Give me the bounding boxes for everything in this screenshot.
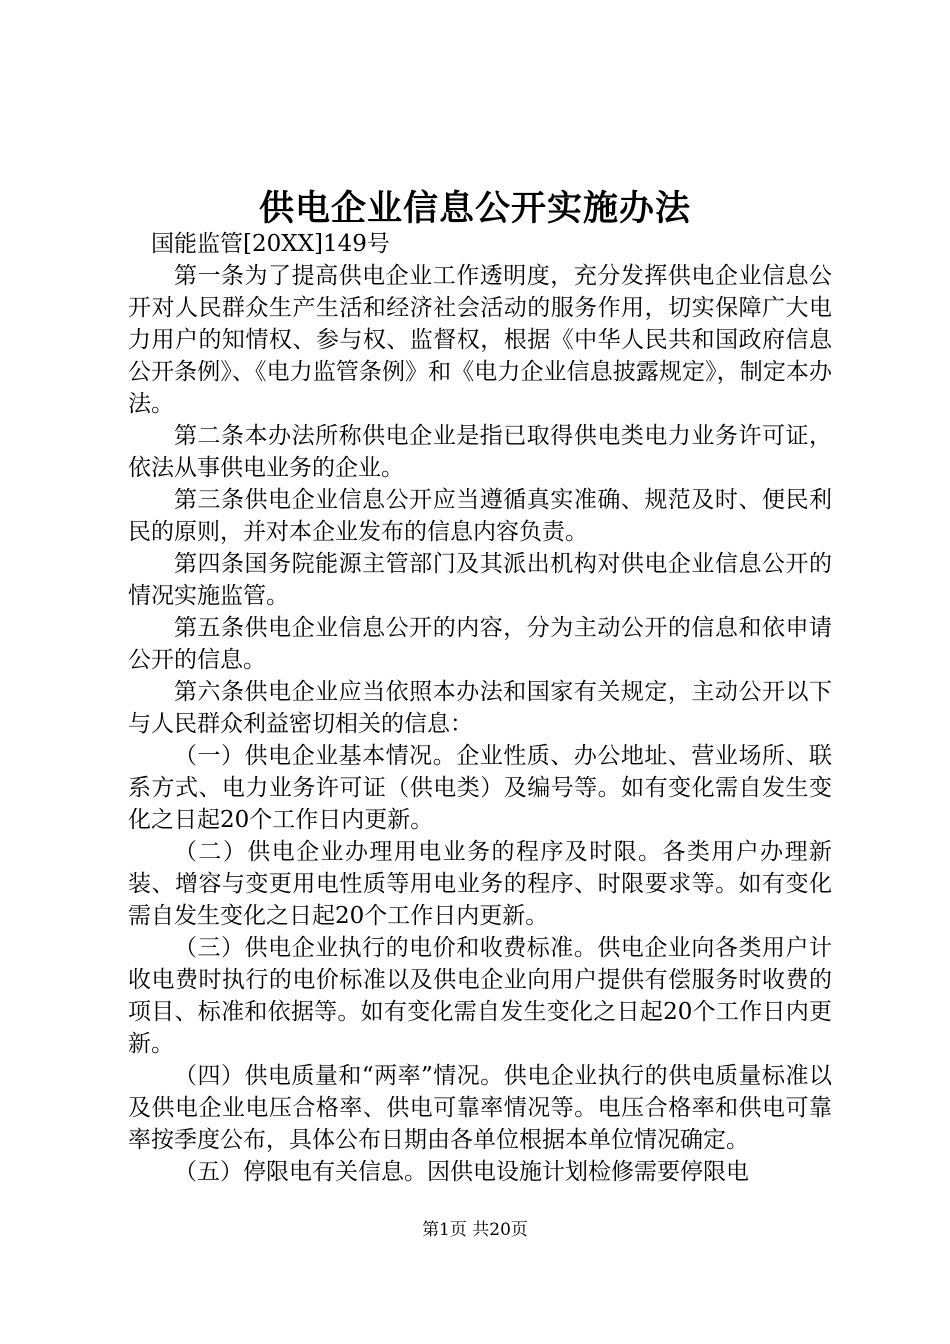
page-footer <box>0 1218 950 1242</box>
article-3-paragraph: 第三条供电企业信息公开应当遵循真实准确、规范及时、便民利民的原则，并对本企业发布的信息内容负责。 <box>128 487 832 545</box>
article-4-paragraph: 第四条国务院能源主管部门及其派出机构对供电企业信息公开的情况实施监管。 <box>128 551 832 609</box>
document-body <box>128 228 832 1188</box>
article-5-paragraph: 第五条供电企业信息公开的内容，分为主动公开的信息和依申请公开的信息。 <box>128 615 832 673</box>
article-1-paragraph: 第一条为了提高供电企业工作透明度，充分发挥供电企业信息公开对人民群众生产生活和经济社会活动的服务作用，切实保障广大电力用户的知情权、参与权、监督权，根据《中华人民共和国政府信息公开条例》、《电力监管条例》和《电力企业信息披露规定》，制定本办法。 <box>128 263 832 417</box>
article-2-paragraph: 第二条本办法所称供电企业是指已取得供电类电力业务许可证，依法从事供电业务的企业。 <box>128 423 832 481</box>
page-title: 供电企业信息公开实施办法 <box>258 188 691 229</box>
item-5-paragraph: （五）停限电有关信息。因供电设施计划检修需要停限电 <box>174 1159 749 1185</box>
item-1-paragraph: （一）供电企业基本情况。企业性质、办公地址、营业场所、联系方式、电力业务许可证（供电类）及编号等。如有变化需自发生变化之日起20个工作日内更新。 <box>128 743 832 833</box>
page-indicator: 第1页 共20页 <box>422 1220 528 1240</box>
item-3-paragraph: （三）供电企业执行的电价和收费标准。供电企业向各类用户计收电费时执行的电价标准以及供电企业向用户提供有偿服务时收费的项目、标准和依据等。如有变化需自发生变化之日起20个工作日内更新。 <box>128 935 832 1057</box>
item-2-paragraph: （二）供电企业办理用电业务的程序及时限。各类用户办理新装、增容与变更用电性质等用电业务的程序、时限要求等。如有变化需自发生变化之日起20个工作日内更新。 <box>128 839 832 929</box>
document-number: 国能监管[20XX]149号 <box>151 231 390 257</box>
article-6-paragraph: 第六条供电企业应当依照本办法和国家有关规定，主动公开以下与人民群众利益密切相关的信息： <box>128 679 832 737</box>
item-4-paragraph: （四）供电质量和“两率”情况。供电企业执行的供电质量标准以及供电企业电压合格率、供电可靠率情况等。电压合格率和供电可靠率按季度公布，具体公布日期由各单位根据本单位情况确定。 <box>128 1063 832 1153</box>
